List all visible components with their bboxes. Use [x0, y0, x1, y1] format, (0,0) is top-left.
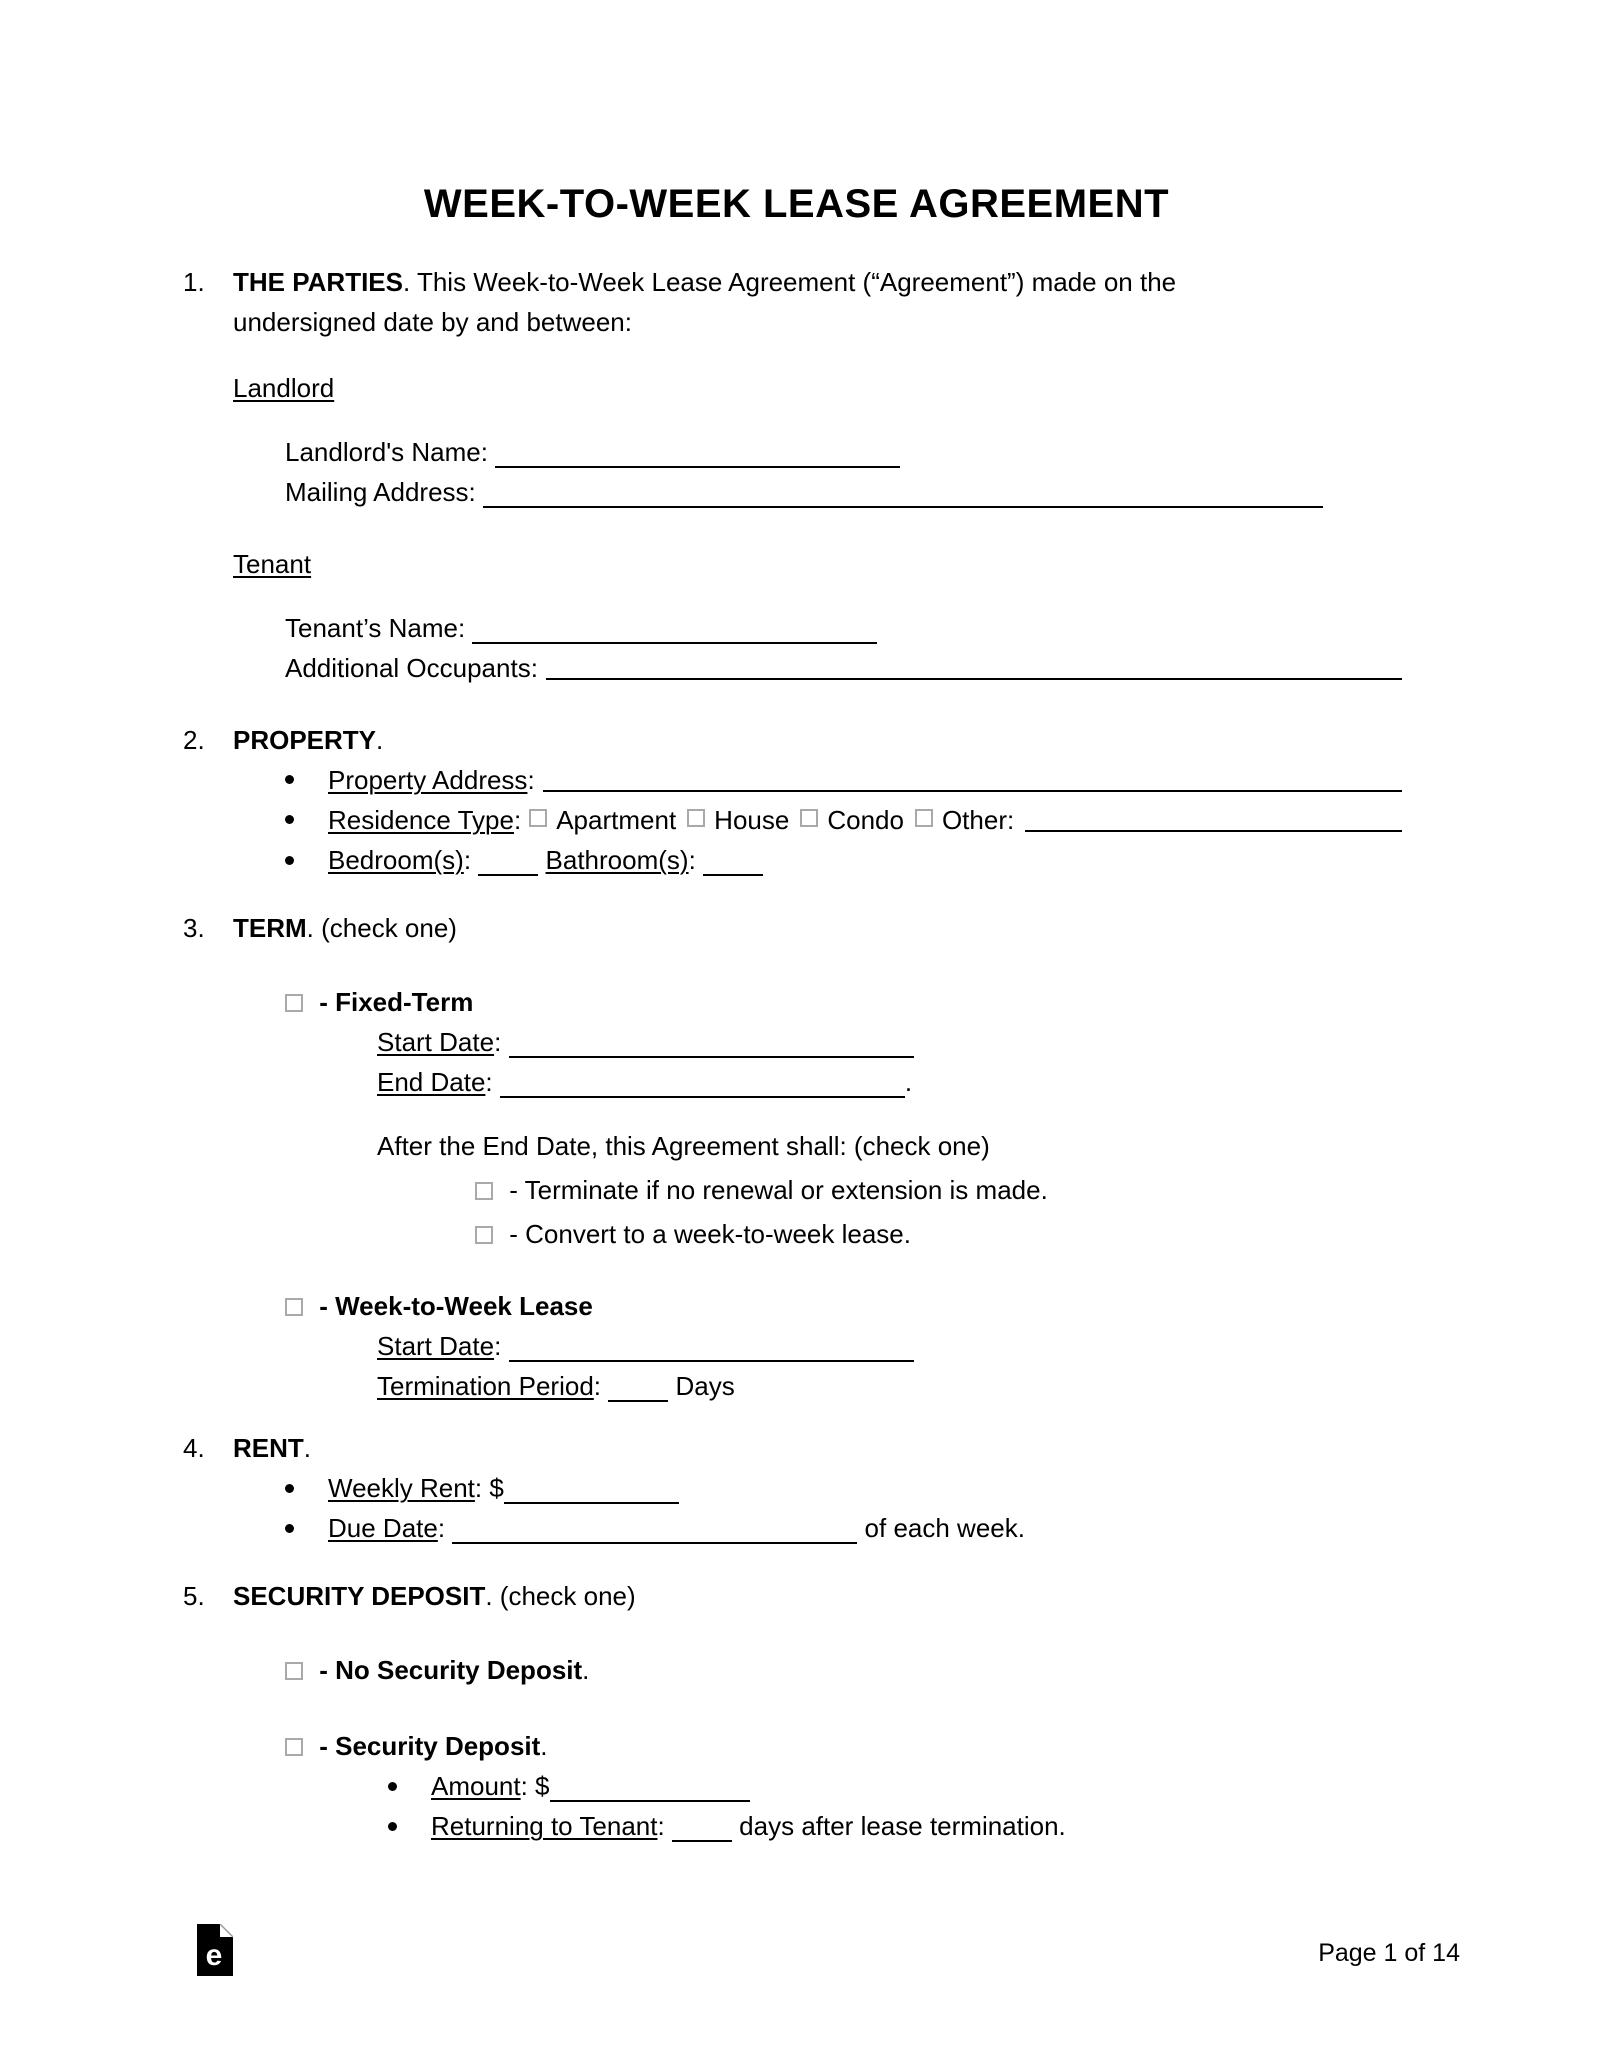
section-heading: PROPERTY: [233, 725, 377, 755]
week-to-week-details: [377, 1326, 1410, 1406]
colon: :: [688, 845, 696, 875]
period: .: [540, 1731, 548, 1761]
property-address-label: Property Address: [328, 765, 528, 795]
condo-checkbox[interactable]: [800, 809, 818, 827]
weekly-rent-label: Weekly Rent: [328, 1473, 475, 1503]
security-deposit-row: [285, 1726, 1410, 1766]
section-heading-suffix: . (check one): [306, 913, 457, 943]
amount-field[interactable]: [550, 1774, 750, 1802]
section-security-text: [233, 1576, 636, 1616]
period: .: [904, 1067, 913, 1097]
due-date-suffix: of each week.: [864, 1513, 1025, 1543]
section-heading-suffix: .: [303, 1433, 312, 1463]
section-heading: THE PARTIES: [233, 267, 403, 297]
termination-period-field[interactable]: [608, 1374, 668, 1402]
no-security-deposit-label: - No Security Deposit: [319, 1655, 583, 1685]
tenant-fields: [285, 608, 1410, 688]
period: .: [582, 1655, 590, 1685]
end-date-label: End Date: [377, 1067, 486, 1097]
returning-to-tenant-row: [386, 1806, 1410, 1846]
section-rent: [183, 1428, 1410, 1468]
other-field[interactable]: [1025, 800, 1402, 832]
week-to-week-label: - Week-to-Week Lease: [319, 1291, 593, 1321]
tenant-name-row: [285, 608, 1410, 648]
apartment-checkbox[interactable]: [529, 809, 547, 827]
security-deposit-label: - Security Deposit: [319, 1731, 541, 1761]
other-label: Other:: [941, 805, 1015, 835]
due-date-row: [283, 1508, 1410, 1548]
colon: :: [657, 1811, 665, 1841]
residence-type-labelwrap: [328, 800, 521, 840]
colon: :: [513, 805, 522, 835]
colon: :: [494, 1027, 502, 1057]
mailing-address-label: Mailing Address:: [285, 477, 476, 507]
fixed-term-checkbox[interactable]: [285, 994, 303, 1012]
section-number: 5.: [183, 1581, 205, 1611]
house-checkbox[interactable]: [687, 809, 705, 827]
termination-period-label: Termination Period: [377, 1371, 594, 1401]
start-date-field[interactable]: [509, 1030, 914, 1058]
property-address-labelwrap: [328, 760, 535, 800]
bullet-icon: [285, 856, 294, 865]
bedrooms-label: Bedroom(s): [328, 845, 464, 875]
due-date-label: Due Date: [328, 1513, 438, 1543]
convert-option-row: [475, 1212, 1410, 1256]
landlords-name-field[interactable]: [495, 440, 900, 468]
property-address-row: [283, 760, 1410, 800]
condo-label: Condo: [827, 805, 904, 835]
tenants-name-field[interactable]: [472, 616, 877, 644]
after-end-options: [475, 1168, 1410, 1256]
after-end-date-text: After the End Date, this Agreement shall: (check one): [377, 1131, 990, 1161]
section-heading: TERM: [233, 913, 307, 943]
landlord-heading-row: [233, 368, 1410, 408]
colon: :: [593, 1371, 602, 1401]
section-property-text: [233, 720, 383, 760]
tenants-name-label: Tenant’s Name:: [285, 613, 466, 643]
section-number: 1.: [183, 267, 205, 297]
start-date-row: [377, 1022, 1410, 1062]
colon: :: [437, 1513, 446, 1543]
bedrooms-bathrooms-row: [283, 840, 1410, 880]
landlord-fields: [285, 432, 1410, 512]
rent-bullets: [283, 1468, 1410, 1548]
page-number: Page 1 of 14: [1318, 1939, 1460, 1967]
w2w-start-date-field[interactable]: [509, 1334, 914, 1362]
section-heading-suffix: . (check one): [485, 1581, 636, 1611]
termination-period-row: [377, 1366, 1410, 1406]
week-to-week-checkbox[interactable]: [285, 1298, 303, 1316]
fixed-term-label: - Fixed-Term: [319, 987, 474, 1017]
colon: :: [463, 845, 472, 875]
due-date-field[interactable]: [452, 1516, 857, 1544]
convert-checkbox[interactable]: [475, 1226, 493, 1244]
w2w-start-date-label: Start Date: [377, 1331, 495, 1361]
start-date-label: Start Date: [377, 1027, 495, 1057]
property-bullets: [283, 760, 1410, 880]
dollar-prefix: : $: [520, 1771, 550, 1801]
bullet-icon: [285, 815, 294, 824]
bullet-icon: [285, 1484, 294, 1493]
additional-occupants-field[interactable]: [546, 648, 1402, 680]
security-deposit-bullets: [386, 1766, 1410, 1846]
colon: :: [527, 765, 535, 795]
w2w-start-date-row: [377, 1326, 1410, 1366]
landlords-name-label: Landlord's Name:: [285, 437, 488, 467]
weekly-rent-field[interactable]: [504, 1476, 679, 1504]
tenant-heading-row: [233, 544, 1410, 584]
weekly-rent-row: [283, 1468, 1410, 1508]
section-property: [183, 720, 1410, 760]
bathrooms-field[interactable]: [703, 848, 763, 876]
bathrooms-label: Bathroom(s): [545, 845, 689, 875]
security-deposit-checkbox[interactable]: [285, 1738, 303, 1756]
fixed-term-dates: [377, 1022, 1410, 1102]
eforms-logo-icon: [197, 1924, 233, 1981]
apartment-label: Apartment: [556, 805, 677, 835]
landlord-name-row: [285, 432, 1410, 472]
bullet-icon: [285, 1524, 294, 1533]
additional-occupants-row: [285, 648, 1410, 688]
section-term-text: [233, 908, 457, 948]
additional-occupants-label: Additional Occupants:: [285, 653, 538, 683]
parties-intro-line1: . This Week-to-Week Lease Agreement (“Agreement”) made on the: [402, 267, 1177, 297]
returning-suffix: days after lease termination.: [739, 1811, 1066, 1841]
bullet-icon: [388, 1822, 397, 1831]
residence-type-label: Residence Type: [328, 805, 514, 835]
section-number: 2.: [183, 725, 205, 755]
no-security-deposit-row: [285, 1650, 1410, 1690]
landlord-heading: Landlord: [233, 373, 335, 403]
document-body: [183, 0, 1410, 1846]
terminate-option-label: - Terminate if no renewal or extension is made.: [509, 1175, 1048, 1205]
section-security-deposit: [183, 1576, 1410, 1616]
bedrooms-field[interactable]: [478, 848, 538, 876]
end-date-row: [377, 1062, 1410, 1102]
bullet-icon: [388, 1782, 397, 1791]
section-number: 4.: [183, 1433, 205, 1463]
page-title: WEEK-TO-WEEK LEASE AGREEMENT: [423, 182, 1170, 226]
parties-intro-line2: undersigned date by and between:: [233, 307, 632, 337]
section-heading-suffix: .: [376, 725, 384, 755]
tenant-heading: Tenant: [233, 549, 312, 579]
other-checkbox[interactable]: [915, 809, 933, 827]
colon: :: [494, 1331, 502, 1361]
days-suffix: Days: [675, 1371, 735, 1401]
terminate-checkbox[interactable]: [475, 1182, 493, 1200]
mailing-address-field[interactable]: [483, 480, 1323, 508]
returning-to-tenant-field[interactable]: [672, 1814, 732, 1842]
dollar-prefix: : $: [474, 1473, 504, 1503]
end-date-field[interactable]: [500, 1070, 905, 1098]
section-heading: SECURITY DEPOSIT: [233, 1581, 486, 1611]
no-security-deposit-checkbox[interactable]: [285, 1662, 303, 1680]
convert-option-label: - Convert to a week-to-week lease.: [509, 1219, 911, 1249]
section-number: 3.: [183, 913, 205, 943]
after-end-date-row: [377, 1126, 1410, 1166]
mailing-address-row: [285, 472, 1410, 512]
logo-letter: e: [205, 1939, 223, 1972]
week-to-week-row: [285, 1286, 1410, 1326]
section-term: [183, 908, 1410, 948]
residence-type-row: [283, 800, 1410, 840]
amount-label: Amount: [431, 1771, 521, 1801]
section-parties-text: [233, 262, 1176, 342]
house-label: House: [714, 805, 790, 835]
terminate-option-row: [475, 1168, 1410, 1212]
bullet-icon: [285, 775, 294, 784]
section-heading: RENT: [233, 1433, 304, 1463]
section-parties: [183, 262, 1410, 342]
section-rent-text: [233, 1428, 311, 1468]
amount-row: [386, 1766, 1410, 1806]
property-address-field[interactable]: [543, 760, 1402, 792]
returning-to-tenant-label: Returning to Tenant: [431, 1811, 658, 1841]
fixed-term-row: [285, 982, 1410, 1022]
colon: :: [485, 1067, 493, 1097]
